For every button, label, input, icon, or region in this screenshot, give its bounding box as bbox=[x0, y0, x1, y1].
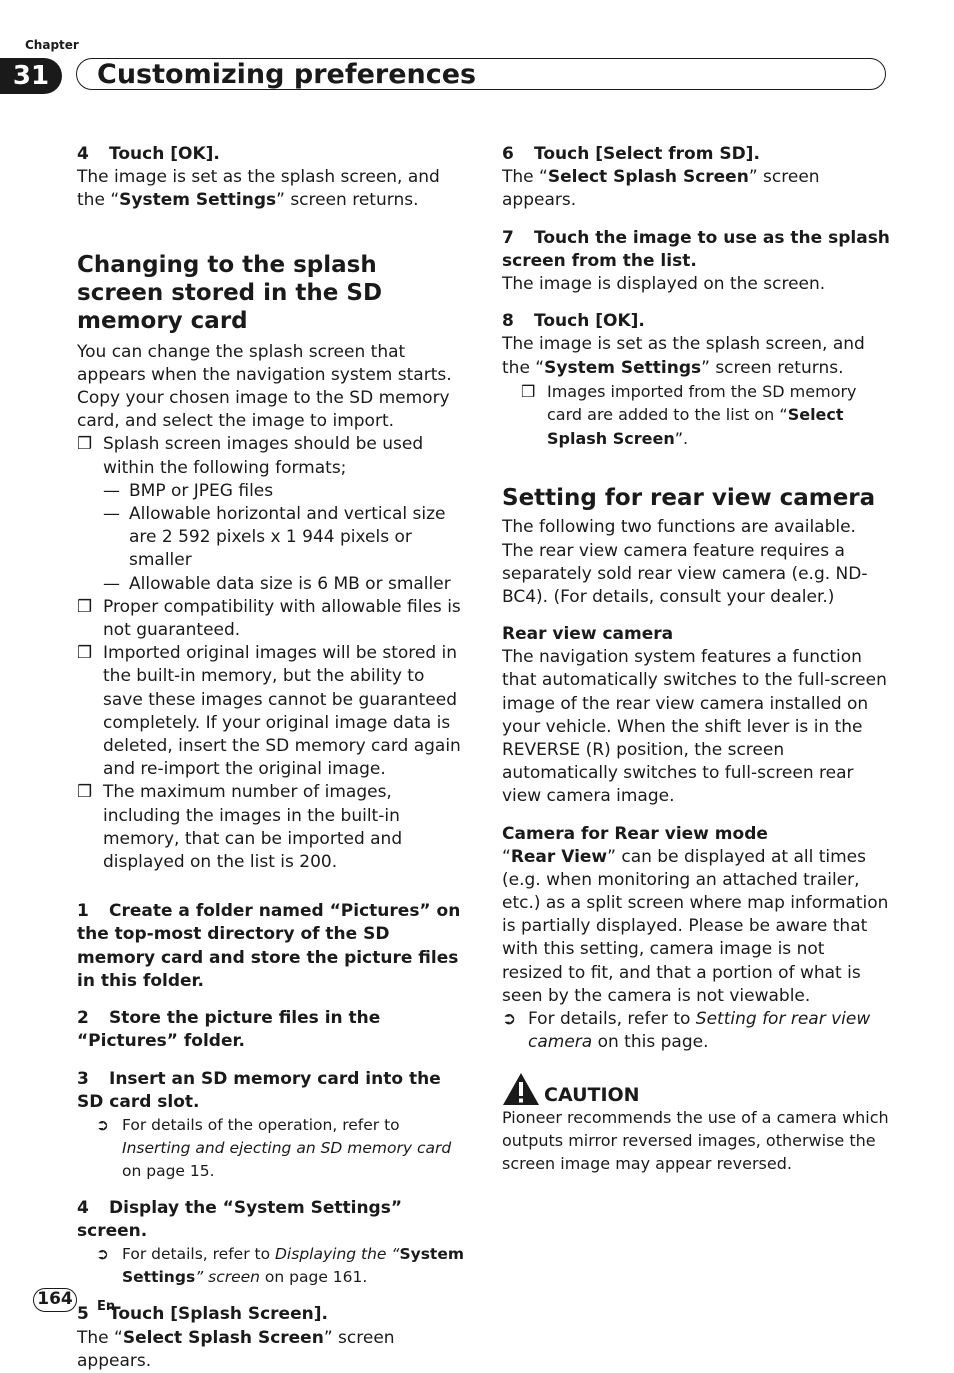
step-5-touch-splash: 5 Touch [Splash Screen]. bbox=[77, 1304, 328, 1325]
right-column bbox=[502, 143, 890, 1175]
camera-rear-view-mode-text: “Rear View” can be displayed at all times (e.g. when monitoring an attached trailer, etc.) as a split screen where map information is partially displayed. Please be aware that with this setting, camera image is not resized to fit, and that a portion of what is seen by the camera is not viewable. bbox=[502, 846, 889, 1006]
note-item: ❒ The maximum number of images, including the images in the built-in memory, that can be imported and displayed on the list is 200. bbox=[77, 782, 403, 873]
note-item: ❒ Proper compatibility with allowable files is not guaranteed. bbox=[77, 596, 461, 641]
step-3-insert-card: 3 Insert an SD memory card into the SD card slot. bbox=[77, 1068, 441, 1112]
step-1-create-folder: 1 Create a folder named “Pictures” on the top-most directory of the SD memory card and store the picture files in this folder. bbox=[77, 901, 461, 991]
chapter-title: Customizing preferences bbox=[76, 58, 886, 90]
chapter-number-badge: 31 bbox=[0, 58, 62, 94]
subheading-rear-view-camera: Rear view camera bbox=[502, 624, 674, 645]
step-2-store-files: 2 Store the picture files in the “Pictures” folder. bbox=[77, 1008, 381, 1052]
page-number: 164 bbox=[33, 1288, 77, 1312]
left-column bbox=[77, 143, 467, 1373]
note-item: ❒ Splash screen images should be used within the following formats; bbox=[77, 434, 424, 478]
rear-view-camera-text: The navigation system features a function that automatically switches to the full-screen image of the rear view camera installed on your vehicle. When the shift lever is in the REVERSE (R) position, the screen automatically switches to full-screen rear view camera image. bbox=[502, 647, 887, 807]
format-item: — Allowable horizontal and vertical size are 2 592 pixels x 1 944 pixels or smaller bbox=[103, 504, 446, 571]
reference-arrow-icon: ➲ bbox=[502, 1008, 517, 1029]
format-item: — Allowable data size is 6 MB or smaller bbox=[103, 573, 451, 594]
chapter-label: Chapter bbox=[25, 38, 79, 52]
step-8-result: The image is set as the splash screen, and the “System Settings” screen returns. bbox=[502, 334, 865, 378]
section-heading-rear-camera: Setting for rear view camera bbox=[502, 485, 876, 512]
step-5-result: The “Select Splash Screen” screen appears. bbox=[77, 1327, 395, 1371]
step-6-result: The “Select Splash Screen” screen appears. bbox=[502, 167, 820, 211]
language-code: En bbox=[97, 1299, 116, 1314]
step-8-touch-ok: 8 Touch [OK]. bbox=[502, 311, 645, 332]
step-7-result: The image is displayed on the screen. bbox=[502, 274, 826, 295]
reference-arrow-icon: ➲ bbox=[96, 1245, 109, 1264]
section-heading-splash-sd: Changing to the splash screen stored in the SD memory card bbox=[77, 251, 383, 334]
step-3-reference: ➲ For details of the operation, refer to Inserting and ejecting an SD memory card on page 15. bbox=[96, 1115, 452, 1180]
warning-triangle-icon bbox=[502, 1072, 540, 1106]
step-8-note: ❒ Images imported from the SD memory card are added to the list on “Select Splash Screen”. bbox=[521, 381, 857, 448]
step-6-select-from-sd: 6 Touch [Select from SD]. bbox=[502, 144, 760, 164]
caution-title: CAUTION bbox=[544, 1084, 640, 1107]
section-intro: You can change the splash screen that appears when the navigation system starts. Copy your chosen image to the SD memory card, and select the image to import. bbox=[77, 341, 452, 432]
reference-arrow-icon: ➲ bbox=[96, 1115, 109, 1134]
step-4-result: The image is set as the splash screen, and the “System Settings” screen returns. bbox=[77, 167, 440, 211]
step-7-touch-image: 7 Touch the image to use as the splash screen from the list. bbox=[502, 227, 890, 271]
rear-camera-reference: ➲ For details, refer to Setting for rear view camera on this page. bbox=[502, 1008, 871, 1053]
note-item: ❒ Imported original images will be stored in the built-in memory, but the ability to save these images cannot be guaranteed completely. If your original image data is deleted, insert the SD memory card again and re-import the original image. bbox=[77, 643, 461, 780]
step-4-touch-ok: 4 Touch [OK]. bbox=[77, 144, 220, 164]
caution-header bbox=[502, 1072, 890, 1106]
step-4-display-settings: 4 Display the “System Settings” screen. bbox=[77, 1197, 403, 1242]
caution-text: Pioneer recommends the use of a camera which outputs mirror reversed images, otherwise the screen image may appear reversed. bbox=[502, 1108, 889, 1174]
format-item: — BMP or JPEG files bbox=[103, 480, 274, 501]
subheading-camera-rear-view-mode: Camera for Rear view mode bbox=[502, 823, 768, 844]
rear-camera-intro: The following two functions are available. The rear view camera feature requires a separately sold rear view camera (e.g. ND-BC4). (For details, consult your dealer.) bbox=[502, 517, 868, 607]
step-4-reference: ➲ For details, refer to Displaying the “System Settings” screen on page 161. bbox=[96, 1245, 465, 1287]
